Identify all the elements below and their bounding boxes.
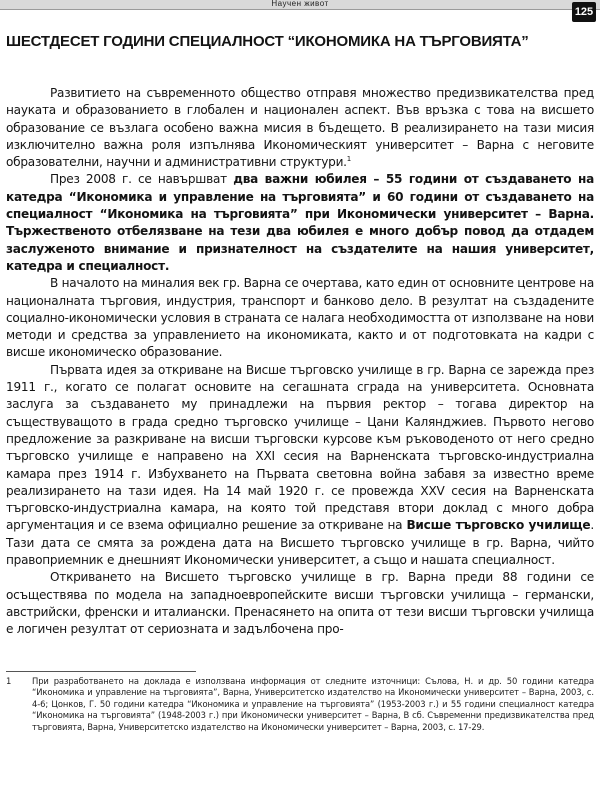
paragraph-4-end: . Тази дата се смята за рождена дата на Висшето търговско училище в гр. Варна, чийто правоприемник е днешният Икономически университет, а също и нашата специалност. xyxy=(6,518,594,568)
footnote xyxy=(6,676,594,733)
article-body xyxy=(6,85,594,639)
paragraph-5: Откриването на Висшето търговско училище в гр. Варна преди 88 години се осъществява по модела на западноевропейските висши търговски училища – германски, австрийски, френски и италиански. Пренасянето на опита от тези висши търговски училища е логичен резултат от сериозната и задълбочена про- xyxy=(6,570,594,637)
paragraph-4-start: Първата идея за откриване на Висше търговско училище в гр. Варна се зарежда през 1911 г., когато се полагат основите на сегашната сграда на университета. Основната заслуга за създаването му принадлежи на първия ректор – тогава директор на съществуващото в града средно търговско училище – Цани Калянджиев. Първото негово предложение за разкриване на висши търговски курсове към ръководеното от него средно търговско училище е направено на XXI сесия на Варненската търговско-индустриална камара през 1914 г. Избухването на Първата световна война забавя за известно време реализирането на тази идея. На 14 май 1920 г. се провежда XXV сесия на Варненската търговско-индустриална камара, на която той представя втори доклад с много добра аргументация и се взема официално решение за откриване на xyxy=(6,362,594,533)
footnote-ref: 1 xyxy=(346,155,352,164)
article-title: ШЕСТДЕСЕТ ГОДИНИ СПЕЦИАЛНОСТ “ИКОНОМИКА НА ТЪРГОВИЯТА” xyxy=(6,33,529,50)
paragraph-4 xyxy=(6,362,594,570)
paragraph-1-text: Развитието на съвременното общество отправя множество предизвикателства пред науката и образованието в глобален и национален аспект. Във връзка с това на висшето образование се възлага особено важна мисия в бъдещето. В реализирането на тази мисия изключително важна роля изпълнява Икономическият университет – Варна с неговите образователни, научни и административни структури. xyxy=(6,86,594,170)
footnote-text: При разработването на доклада е използвана информация от следните източници: Сълова, Н. и др. 50 години катедра “Икономика и управление на търговията”, Варна, Университетско издателство на Икономически университет – Варна, 2003, с. 4-6; Цонков, Г. 50 години катедра “Икономика и управление на търговията” (1953-2003 г.) и 55 години специалност катедра “Икономика на търговията” (1948-2003 г.) при Икономически университет – Варна, В сб. Съвременни предизвикателства пред търговията, Варна, Университетско издателство на Икономически университет – Варна, 2003, с. 17-29. xyxy=(32,676,594,732)
paragraph-2-bold: два важни юбилея – 55 години от създаването на катедра “Икономика и управление на търговията” и 60 години от създаването на специалност “Икономика на търговията” при Икономически университет – Варна. Тържественото отбелязване на тези два юбилея е много добър повод да отдадем заслуженото внимание и признателност на създателите на нашия университет, катедра и специалност. xyxy=(6,172,594,273)
paragraph-1 xyxy=(6,85,594,171)
running-header xyxy=(0,0,600,10)
paragraph-2 xyxy=(6,171,594,275)
running-title: Научен живот xyxy=(271,0,329,8)
paragraph-2-start: През 2008 г. се навършват xyxy=(50,172,234,187)
page-number: 125 xyxy=(572,2,596,22)
paragraph-3: В началото на миналия век гр. Варна се очертава, като един от основните центрове на националната търговия, индустрия, транспорт и банково дело. В резултат на създадените социално-икономически условия в страната се налага необходимостта от използване на нови методи и средства за управлението на икономиката, както и от подготовката на кадри с висше икономическо образование. xyxy=(6,276,594,360)
paragraph-4-bold: Висше търговско училище xyxy=(406,518,591,533)
footnote-mark: 1 xyxy=(6,676,12,686)
footnote-divider xyxy=(6,671,196,672)
